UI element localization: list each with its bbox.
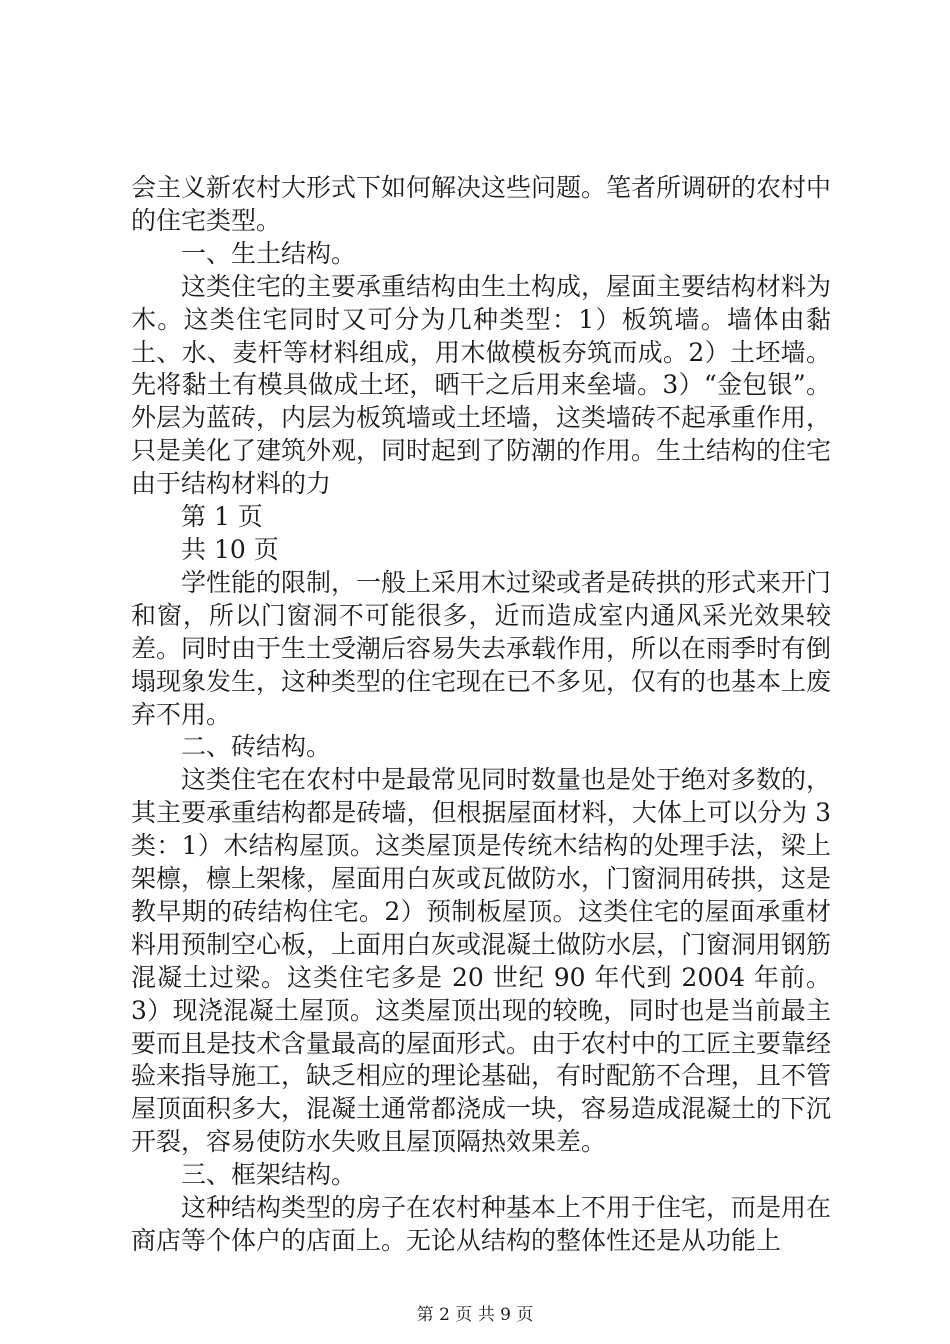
inline-page-number: 第 1 页 bbox=[181, 502, 263, 532]
document-body bbox=[131, 172, 831, 1258]
heading-brick-structure: 二、砖结构。 bbox=[181, 732, 332, 762]
heading-earth-structure: 一、生土结构。 bbox=[181, 238, 357, 268]
inline-page-total: 共 10 页 bbox=[181, 534, 279, 564]
paragraph-frame-structure: 这种结构类型的房子在农村种基本上不用于住宅，而是用在商店等个体户的店面上。无论从结构的整体性还是从功能上 bbox=[131, 1193, 832, 1255]
paragraph-earth-structure-cont: 学性能的限制，一般上采用木过梁或者是砖拱的形式来开门和窗，所以门窗洞不可能很多，近而造成室内通风采光效果较差。同时由于生土受潮后容易失去承载作用，所以在雨季时有倒塌现象发生，这种类型的住宅现在已不多见，仅有的也基本上废弃不用。 bbox=[131, 567, 832, 729]
heading-frame-structure: 三、框架结构。 bbox=[181, 1160, 357, 1190]
paragraph-intro: 会主义新农村大形式下如何解决这些问题。笔者所调研的农村中的住宅类型。 bbox=[131, 173, 832, 235]
paragraph-earth-structure: 这类住宅的主要承重结构由生土构成，屋面主要结构材料为木。这类住宅同时又可分为几种类型：1）板筑墙。墙体由黏土、水、麦杆等材料组成，用木做模板夯筑而成。2）土坯墙。先将黏土有模具做成土坯，晒干之后用来垒墙。3）“金包银”。外层为蓝砖，内层为板筑墙或土坯墙，这类墙砖不起承重作用，只是美化了建筑外观，同时起到了防潮的作用。生土结构的住宅由于结构材料的力 bbox=[131, 271, 832, 499]
paragraph-brick-structure: 这类住宅在农村中是最常见同时数量也是处于绝对多数的，其主要承重结构都是砖墙，但根据屋面材料，大体上可以分为 3 类：1）木结构屋顶。这类屋顶是传统木结构的处理手法，梁上架檩，檩上架椽，屋面用白灰或瓦做防水，门窗洞用砖拱，这是教早期的砖结构住宅。2）预制板屋顶。这类住宅的屋面承重材料用预制空心板，上面用白灰或混凝土做防水层，门窗洞用钢筋混凝土过梁。这类住宅多是 20 世纪 90 年代到 2004 年前。3）现浇混凝土屋顶。这类屋顶出现的较晚，同时也是当前最主要而且是技术含量最高的屋面形式。由于农村中的工匠主要靠经验来指导施工，缺乏相应的理论基础，有时配筋不合理，且不管屋顶面积多大，混凝土通常都浇成一块，容易造成混凝土的下沉开裂，容易使防水失败且屋顶隔热效果差。 bbox=[131, 765, 832, 1157]
page-footer: 第 2 页 共 9 页 bbox=[416, 1305, 534, 1325]
